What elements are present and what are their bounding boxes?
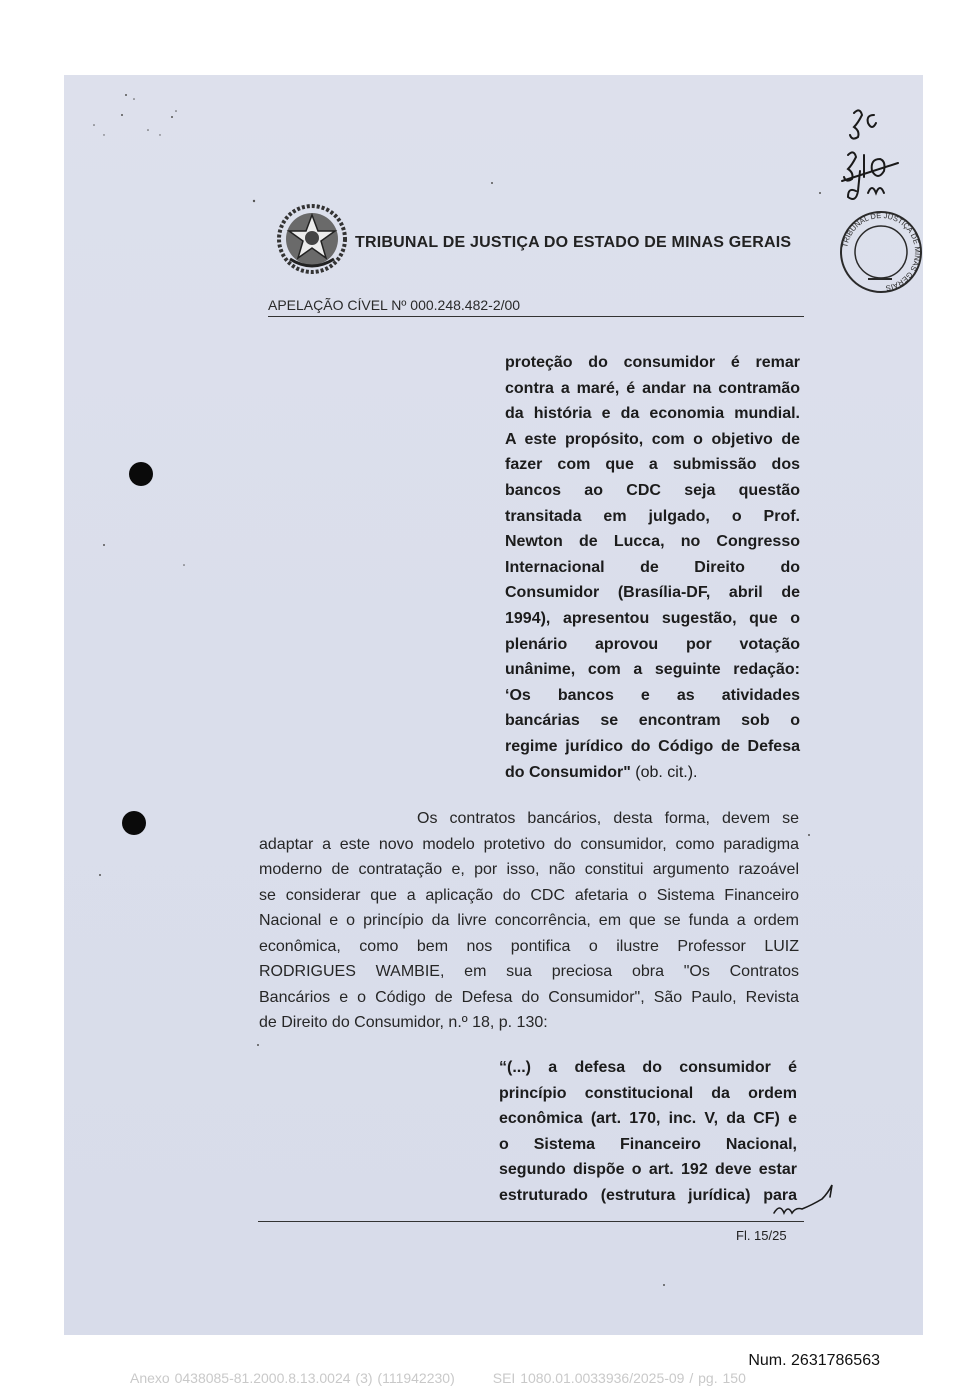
coat-of-arms-emblem (274, 201, 350, 277)
text-line: “(...) a defesa do consumidor é (499, 1059, 797, 1076)
text-line: regime jurídico do Código de Defesa (505, 737, 800, 755)
stamp-text: TRIBUNAL DE JUSTIÇA DE MINAS GERAIS (840, 210, 923, 293)
text-line: A este propósito, com o objetivo de (505, 430, 800, 448)
text-line: unânime, com a seguinte redação: (505, 661, 800, 679)
punch-hole (122, 811, 146, 835)
text-line: Bancários e o Código de Defesa do Consumidor", São Paulo, Revista (259, 988, 799, 1006)
text-line: estruturado (estrutura jurídica) para (499, 1186, 797, 1204)
text-line: de Direito do Consumidor, n.º 18, p. 130: (259, 1014, 548, 1031)
body-paragraph (259, 806, 799, 1036)
text-line: Nacional e o princípio da livre concorrência, em que se funda a ordem (259, 912, 799, 929)
quoted-paragraph-bold (505, 350, 800, 785)
text-line: econômica, como bem nos pontifica o ilustre Professor LUIZ (259, 937, 799, 955)
text-line: proteção do consumidor é remar (505, 354, 800, 371)
footer-divider (258, 1221, 804, 1222)
text-line: bancárias se encontram sob o (505, 712, 800, 730)
document-reference (130, 1370, 784, 1386)
case-number: APELAÇÃO CÍVEL Nº 000.248.482-2/00 (268, 297, 521, 313)
text-line: o Sistema Financeiro Nacional, (499, 1135, 797, 1153)
citation-paragraph-bold (499, 1055, 797, 1209)
punch-hole (129, 462, 153, 486)
text-line: segundo dispõe o art. 192 deve estar (499, 1161, 797, 1179)
document-number: Num. 2631786563 (748, 1352, 880, 1369)
text-line (505, 760, 800, 786)
text-line: transitada em julgado, o Prof. (505, 507, 800, 525)
text-line: ‘Os bancos e as atividades (505, 686, 800, 704)
text-line: fazer com que a submissão dos (505, 456, 800, 474)
header-divider (268, 316, 804, 317)
text-line: Consumidor (Brasília-DF, abril de (505, 584, 800, 602)
text-line: princípio constitucional da ordem (499, 1084, 797, 1102)
text-line: plenário aprovou por votação (505, 635, 800, 653)
text-line: econômica (art. 170, inc. V, da CF) e (499, 1110, 797, 1128)
text-line: Newton de Lucca, no Congresso (505, 533, 800, 551)
text-line: bancos ao CDC seja questão (505, 481, 800, 499)
sei-reference: SEI 1080.01.0033936/2025-09 / pg. 150 (492, 1370, 746, 1386)
text-line: contra a maré, é andar na contramão (505, 379, 800, 397)
text-line: moderno de contratação e, por isso, não constitui argumento razoável (259, 861, 799, 878)
scanned-page (64, 75, 923, 1335)
text-line: RODRIGUES WAMBIE, em sua preciosa obra "Os Contratos (259, 963, 799, 980)
text-line: Internacional de Direito do (505, 558, 800, 576)
text-line: se considerar que a aplicação do CDC afetaria o Sistema Financeiro (259, 886, 799, 904)
page-folio: Fl. 15/25 (736, 1228, 787, 1243)
court-title: TRIBUNAL DE JUSTIÇA DO ESTADO DE MINAS GERAIS (355, 234, 792, 251)
citation-note: (ob. cit.). (630, 763, 698, 781)
text-line: 1994), apresentou sugestão, que o (505, 609, 800, 627)
text-line: adaptar a este novo modelo protetivo do consumidor, como paradigma (259, 835, 799, 853)
annex-reference: Anexo 0438085-81.2000.8.13.0024 (3) (111942230) (130, 1370, 455, 1386)
handwritten-initials (770, 1179, 840, 1219)
court-stamp (838, 209, 923, 295)
text-line: da história e da economia mundial. (505, 405, 800, 423)
text-line: Os contratos bancários, desta forma, devem se (417, 810, 799, 827)
quote-end: do Consumidor" (505, 763, 631, 781)
handwritten-page-annotation (834, 103, 914, 203)
